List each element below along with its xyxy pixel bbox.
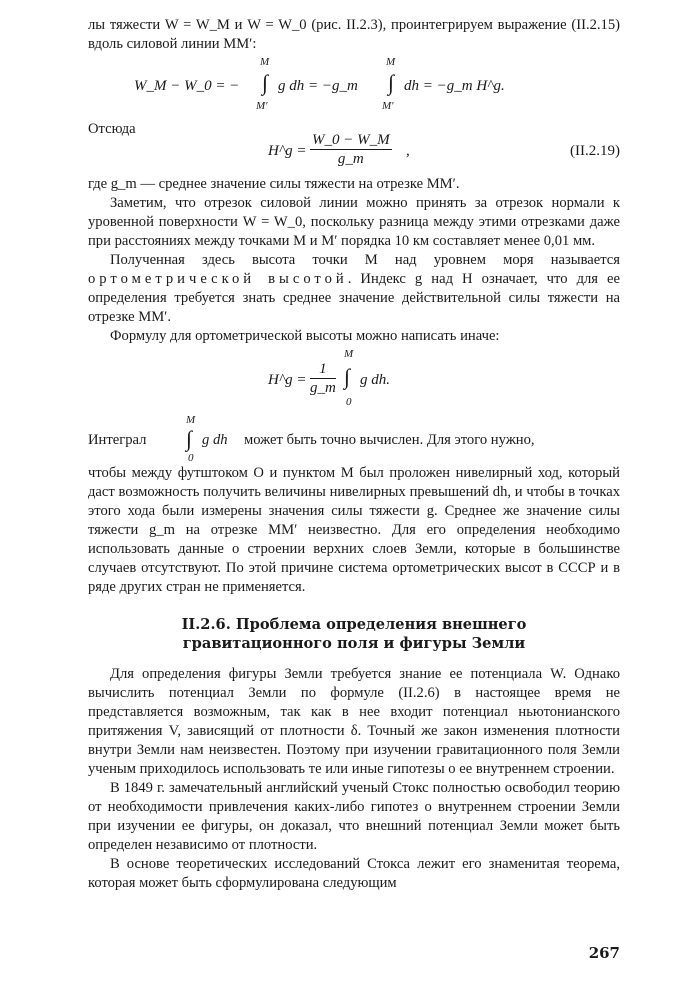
heading-line-1: II.2.6. Проблема определения внешнего (181, 616, 527, 633)
integral-sign: ∫ (186, 426, 193, 451)
formula3-denominator: g_m (310, 380, 336, 396)
formula-orthometric-height (88, 131, 620, 175)
formula3-fraction (310, 360, 336, 397)
formula2-lhs: H^g = (268, 143, 307, 159)
paragraph-stokes-theorem: В основе теоретических исследований Стокса лежит его знаменитая теорема, которая может быть сформулирована следующим (88, 856, 620, 891)
formula1-int2-body: dh = −g_m H^g. (404, 78, 505, 94)
formula3-lhs: H^g = (268, 372, 307, 388)
p4-start: Полученная здесь высота точки M над уровнем моря называется (110, 252, 620, 268)
p6-int-body: g dh (202, 432, 228, 448)
text-hence: Отсюда (88, 121, 136, 137)
formula3-int-lower: 0 (346, 396, 352, 408)
formula-potential-difference (88, 54, 620, 120)
integral-sign: ∫ (388, 70, 395, 95)
formula1-int1-body: g dh = −g_m (278, 78, 358, 94)
formula2-denominator: g_m (337, 151, 364, 167)
p6-end: может быть точно вычислен. Для этого нужно, (244, 432, 535, 448)
integral-sign: ∫ (262, 70, 269, 95)
paragraph-normal-segment: Заметим, что отрезок силовой линии можно принять за отрезок нормали к уровенной поверхности W = W_0, поскольку разница между этими отрезками даже при расстояниях между точками M и M′ порядка 10 км составляет менее 0,01 мм. (88, 195, 620, 249)
paragraph-leveling: чтобы между футштоком O и пунктом M был проложен нивелирный ход, который даст возможность получить величины нивелирных превышений dh, и чтобы в точках этого хода были измерены значения силы тяжести g. Среднее же значение силы тяжести g_m на отрезке MM′ неизвестно. Для его определения необходимо использовать данные о строении верхних слоев Земли, которые в большинстве случаев отсутствуют. По этой причине система ортометрических высот в СССР и в ряде других стран не применяется. (88, 465, 620, 595)
paragraph-integral-inline (88, 414, 620, 464)
p4-end: . Индекс g над H означает, что для ее определения требуется знать среднее значение действительной силы тяжести на отрезке MM′. (88, 271, 620, 325)
p6-int-upper: M (186, 414, 196, 426)
term-orthometric-height: ортометрической высотой (88, 271, 348, 287)
p6-start: Интеграл (88, 432, 147, 448)
formula3-numerator: 1 (310, 360, 336, 379)
paragraph-orthometric (88, 251, 620, 327)
formula3-int-upper: M (344, 348, 354, 360)
formula2-trail: , (406, 143, 410, 159)
paragraph-stokes: В 1849 г. замечательный английский ученый Стокс полностью освободил теорию от необходимости привлечения каких-либо гипотез о внутреннем строении Земли при изучении ее фигуры, он доказал, что внешний потенциал Земли может быть определен независимо от плотности. (88, 780, 620, 853)
formula2-fraction (310, 131, 392, 168)
formula1-lhs: W_M − W_0 = − (134, 78, 240, 94)
p6-int-lower: 0 (188, 452, 194, 464)
section-heading (88, 615, 620, 653)
paragraph-figure-of-earth: Для определения фигуры Земли требуется знание ее потенциала W. Однако вычислить потенциал Земли по формуле (II.2.6) в настоящее время не представляется возможным, так как в нее входит потенциал ньютонианского притяжения V, зависящий от плотности δ. Точный же закон изменения плотности внутри Земли нам неизвестен. Поэтому при изучении гравитационного поля Земли ученым приходилось использовать те или иные гипотезы о ее внутреннем строении. (88, 666, 620, 777)
formula1-int1-upper: M (260, 56, 270, 68)
formula2-numerator: W_0 − W_M (312, 132, 390, 148)
integral-sign: ∫ (344, 364, 351, 389)
equation-number: (II.2.19) (570, 143, 620, 159)
formula1-int1-lower: M′ (256, 100, 268, 112)
formula3-body: g dh. (360, 372, 390, 388)
paragraph-gm-definition: где g_m — среднее значение силы тяжести на отрезке MM′. (88, 176, 460, 192)
formula1-int2-lower: M′ (382, 100, 394, 112)
formula-orthometric-integral (88, 346, 620, 414)
page-number: 267 (588, 944, 620, 962)
heading-line-2: гравитационного поля и фигуры Земли (182, 635, 526, 652)
page-body (88, 16, 620, 893)
formula1-int2-upper: M (386, 56, 396, 68)
paragraph-alt-formula: Формулу для ортометрической высоты можно написать иначе: (110, 328, 500, 344)
paragraph-intro: лы тяжести W = W_M и W = W_0 (рис. II.2.3), проинтегрируем выражение (II.2.15) вдоль силовой линии MM′: (88, 17, 620, 52)
